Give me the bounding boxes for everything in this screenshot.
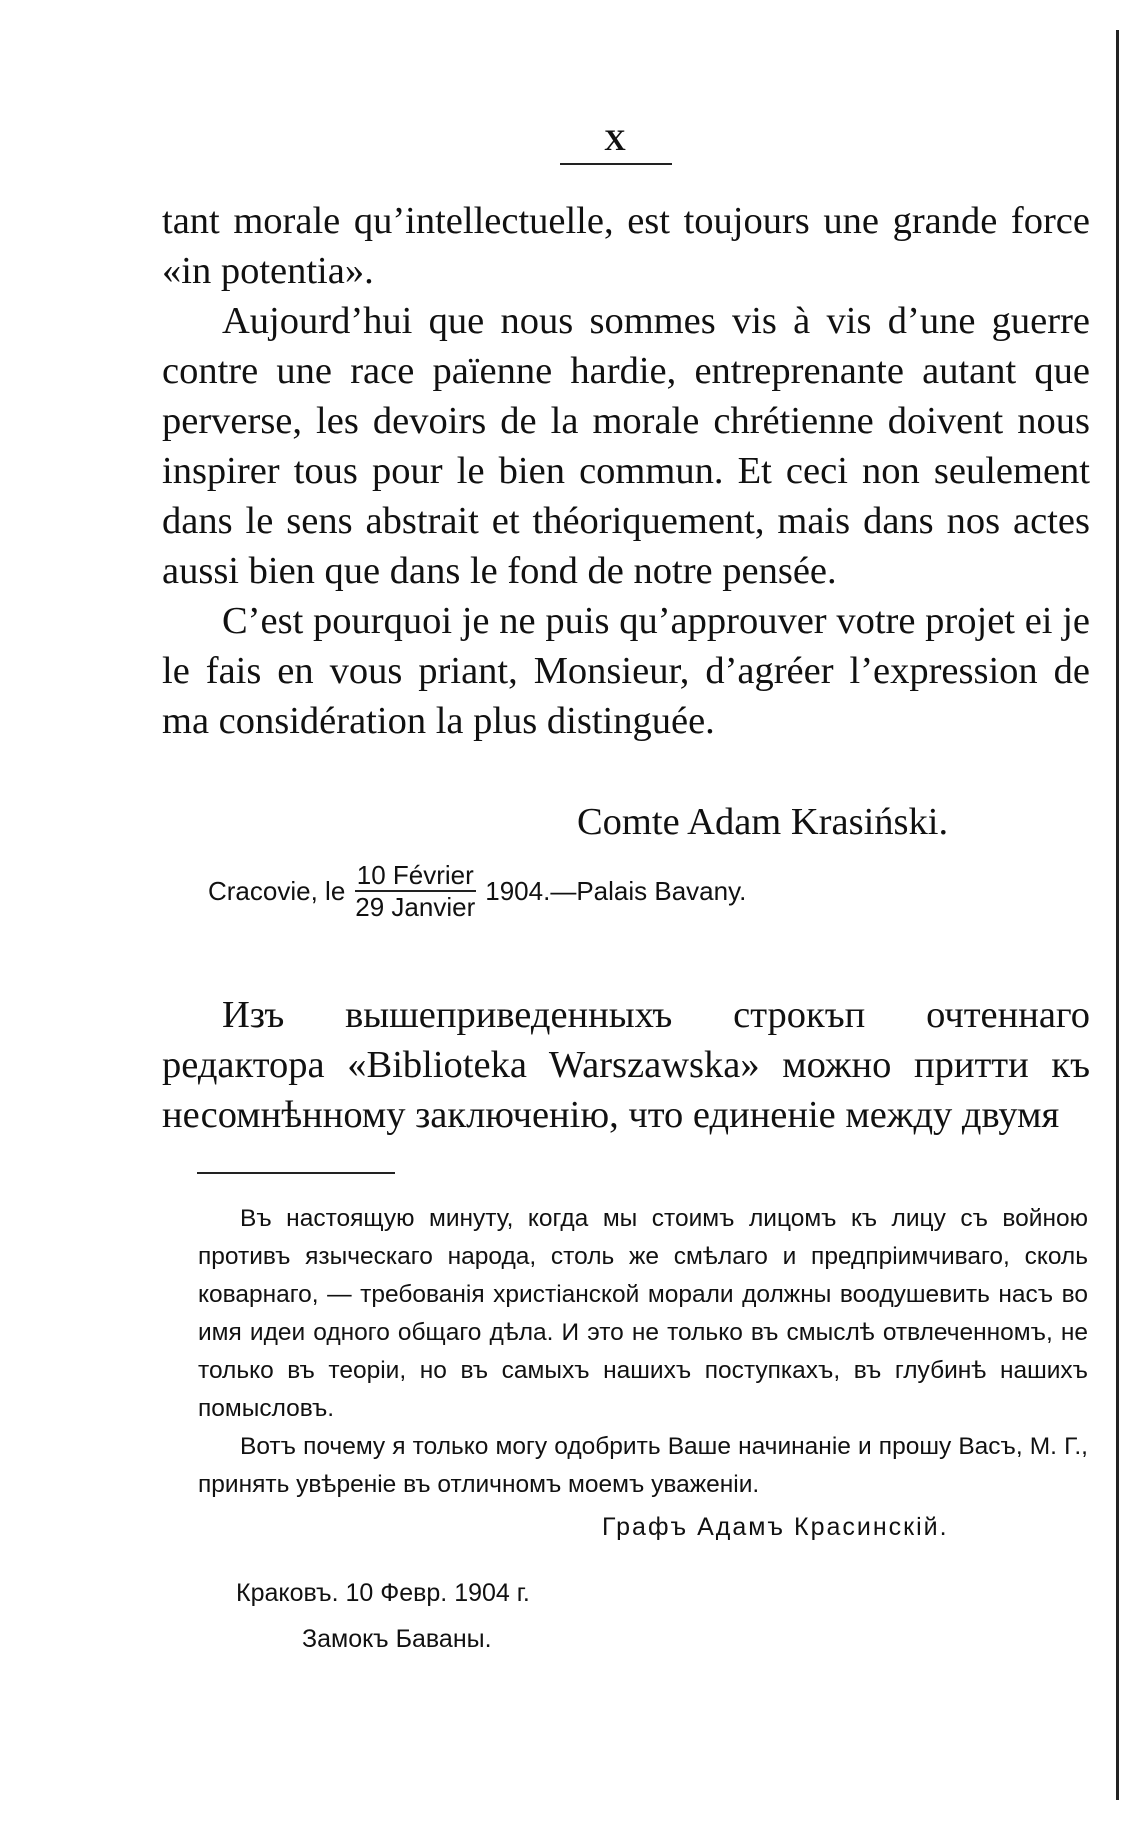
russian-commentary: Изъ вышеприведенныхъ строкъп очтеннаго редактора «Biblioteka Warszawska» можно притти къ несомнѣнному заключенію, что единеніе между двумя: [162, 994, 1090, 1136]
russian-signature: Графъ Адамъ Красинскій.: [602, 1513, 949, 1541]
page-number: X: [604, 124, 626, 157]
double-date: [353, 860, 477, 922]
russian-castle: Замокъ Баваны.: [302, 1625, 492, 1653]
french-letter-body: [162, 196, 1090, 746]
russian-place-date: [236, 1570, 530, 1662]
date-old-style: 29 Janvier: [355, 892, 476, 922]
page-edge-rule: [1116, 30, 1119, 1800]
french-signature: Comte Adam Krasiński.: [577, 801, 949, 843]
date-new-style: 10 Février: [356, 860, 474, 890]
french-paragraph-3: C’est pourquoi je ne puis qu’approuver votre projet ei je le fais en vous priant, Monsieur, d’agréer l’expression de ma considération la plus distinguée.: [162, 600, 1090, 742]
dateline-suffix: 1904.—Palais Bavany.: [485, 875, 747, 906]
french-paragraph-1: tant morale qu’intellectuelle, est toujours une grande force «in potentia».: [162, 200, 1090, 292]
page-number-underline: [560, 163, 672, 165]
russian-city-date: Краковъ. 10 Февр. 1904 г.: [236, 1579, 530, 1607]
footnote-paragraph-1: Въ настоящую минуту, когда мы стоимъ лицомъ къ лицу съ войною противъ языческаго народа, столь же смѣлаго и предпріимчиваго, сколь коварнаго, — требованія христіанской морали должны воодушевить насъ во имя идеи одного общаго дѣла. И это не только въ смыслѣ отвлеченномъ, не только въ теоріи, но въ самыхъ нашихъ поступкахъ, въ глубинѣ нашихъ помысловъ.: [198, 1205, 1088, 1422]
footnote-separator: [197, 1172, 395, 1174]
footnote-paragraph-2: Вотъ почему я только могу одобрить Ваше начинаніе и прошу Васъ, М. Г., принять увѣреніе въ отличномъ моемъ уваженіи.: [198, 1433, 1088, 1498]
footnote-translation: [198, 1200, 1088, 1504]
dateline-prefix: Cracovie, le: [208, 875, 346, 906]
french-dateline: [208, 860, 746, 922]
french-paragraph-2: Aujourd’hui que nous sommes vis à vis d’une guerre contre une race païenne hardie, entreprenante autant que perverse, les devoirs de la morale chrétienne doivent nous inspirer tous pour le bien commun. Et ceci non seulement dans le sens abstrait et théoriquement, mais dans nos actes aussi bien que dans le fond de notre pensée.: [162, 300, 1090, 592]
